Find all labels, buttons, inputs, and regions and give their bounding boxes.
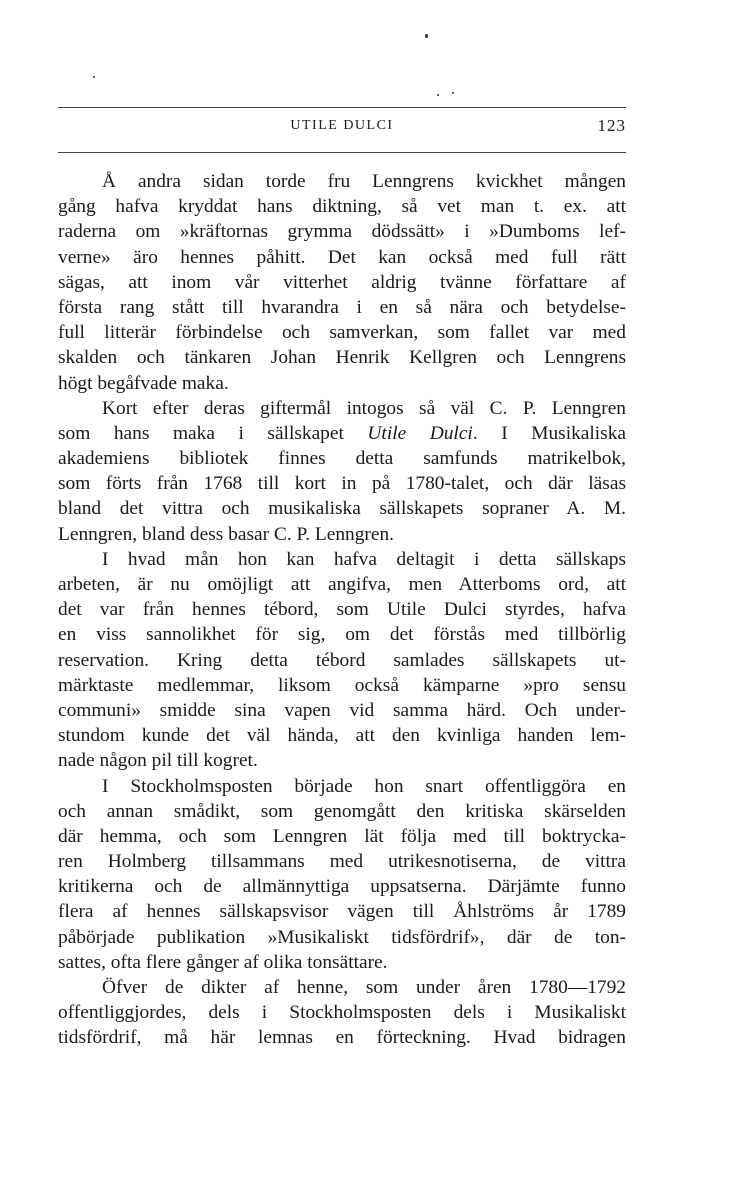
text-line: som förts från 1768 till kort in på 1780-talet, och där läsas [58,473,626,495]
text-line: verne» äro hennes påhitt. Det kan också med full rätt [58,246,626,268]
text-line: I Stockholmsposten började hon snart offentliggöra en [102,775,626,797]
running-title: UTILE DULCI [290,118,394,133]
text-line: flera af hennes sällskapsvisor vägen till Åhlströms år 1789 [58,901,626,923]
text-line: och annan smådikt, som genomgått den kritiska skärselden [58,800,626,822]
text-line: bland det vittra och musikaliska sällskapets sopraner A. M. [58,498,626,520]
text-line: skalden och tänkaren Johan Henrik Kellgren och Lenngrens [58,347,626,369]
text-line: första rang stått till hvarandra i en så nära och betydelse- [58,296,626,318]
text-line: Lenngren, bland dess basar C. P. Lenngren. [58,523,395,545]
text-line: full litterär förbindelse och samverkan, som fallet var med [58,322,626,344]
text-line: communi» smidde sina vapen vid samma härd. Och under- [58,699,626,721]
text-line: akademiens bibliotek finnes detta samfunds matrikelbok, [58,448,626,470]
text-line: gång hafva kryddat hans diktning, så vet man t. ex. att [58,196,626,218]
text-line: högt begåfvade maka. [58,372,229,394]
text-line: tidsfördrif, må här lemnas en förteckning. Hvad bidragen [58,1027,626,1049]
text-line: ren Holmberg tillsammans med utrikesnotiserna, de vittra [58,851,626,873]
body-text [58,169,626,1051]
text-line: I hvad mån hon kan hafva deltagit i detta sällskaps [102,548,626,570]
text-line: sattes, ofta flere gånger af olika tonsättare. [58,951,388,973]
text-line: Kort efter deras giftermål intogos så väl C. P. Lenngren [102,397,626,419]
page-number: 123 [597,116,626,135]
text-line: stundom kunde det väl hända, att den kvinliga handen lem- [58,725,626,747]
text-line: där hemma, och som Lenngren lät följa med till boktrycka- [58,825,626,847]
header-rule-top [58,107,626,108]
text-line: som hans maka i sällskapet Utile Dulci. I Musikaliska [58,422,627,444]
text-line: en viss sannolikhet för sig, om det förstås med tillbörlig [58,624,626,646]
ink-speck [452,92,454,94]
text-line: offentliggjordes, dels i Stockholmsposten dels i Musikaliskt [58,1002,626,1024]
text-line: reservation. Kring detta tébord samlades sällskapets ut- [58,649,626,671]
text-line: märktaste medlemmar, liksom också kämparne »pro sensu [58,674,626,696]
text-line: det var från hennes tébord, som Utile Dulci styrdes, hafva [58,599,626,621]
header-rule-bottom [58,152,626,153]
text-line: nade någon pil till kogret. [58,750,258,772]
ink-speck [93,76,95,78]
running-header [58,118,626,142]
text-line: arbeten, är nu omöjligt att angifva, men Atterboms ord, att [58,574,626,595]
text-line: raderna om »kräftornas grymma dödssätt» i »Dumboms lef- [58,221,626,243]
text-line: kritikerna och de allmännyttiga uppsatserna. Därjämte funno [58,876,626,898]
ink-speck [437,94,439,96]
text-line: påbörjade publikation »Musikaliskt tidsfördrif», där de ton- [58,926,626,948]
text-line: Öfver de dikter af henne, som under åren 1780—1792 [102,977,626,998]
ink-speck [425,34,428,38]
text-line: Å andra sidan torde fru Lenngrens kvickhet mången [102,171,626,192]
text-line: sägas, att inom vår vitterhet aldrig tvänne författare af [58,271,626,293]
